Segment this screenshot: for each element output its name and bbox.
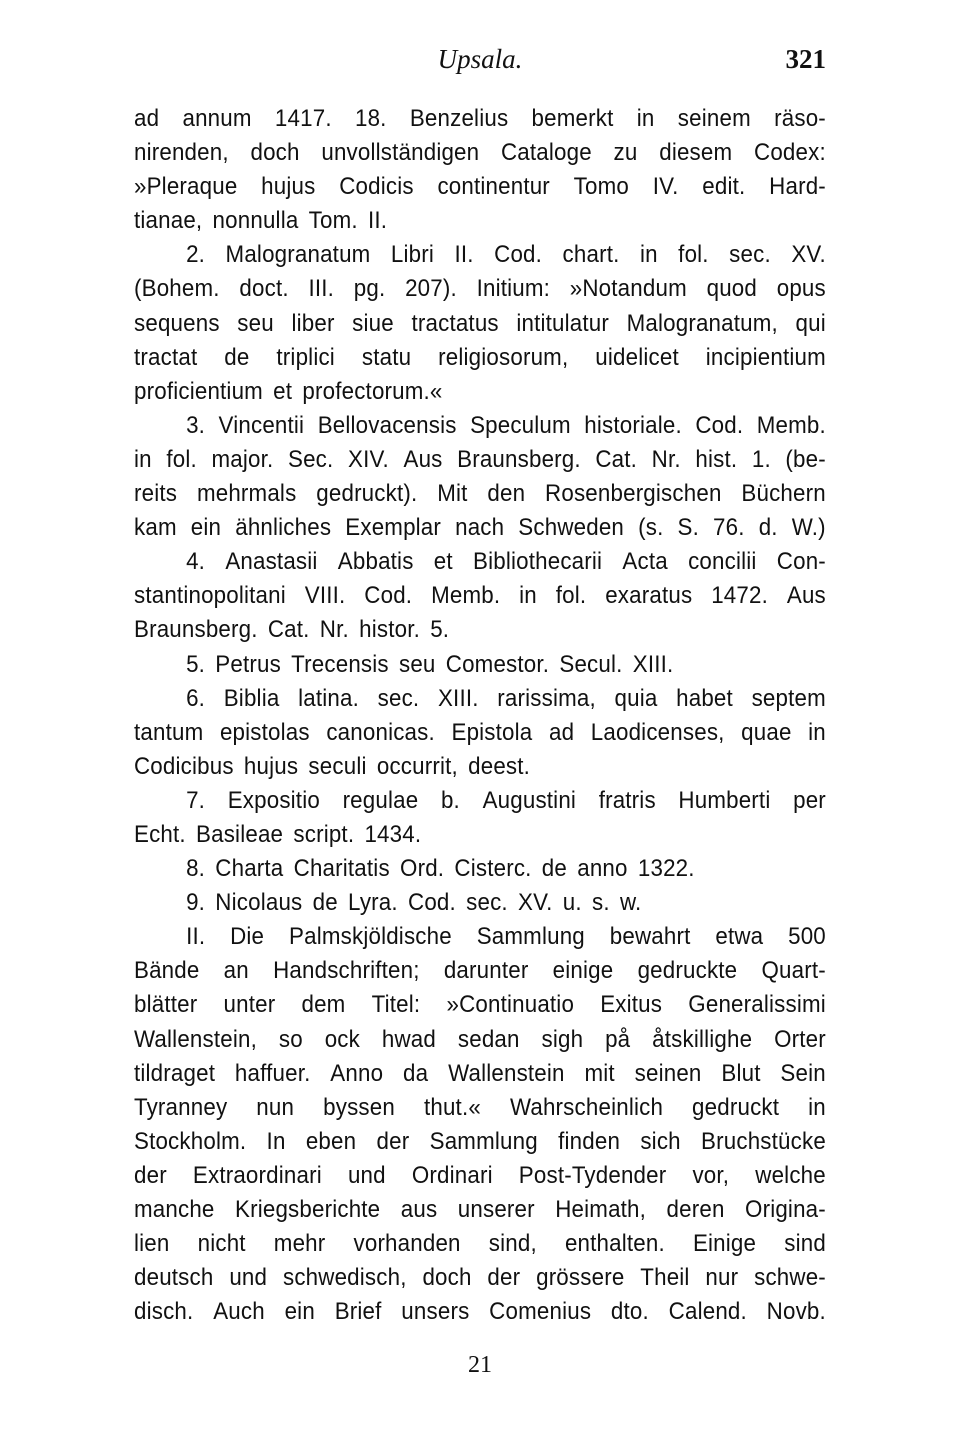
page-header [134,44,826,84]
text-line: 9. Nicolaus de Lyra. Cod. sec. XV. u. s. w. [186,889,642,917]
text-line: Braunsberg. Cat. Nr. histor. 5. [134,616,450,644]
text-line: stantinopolitani VIII. Cod. Memb. in fol. exaratus 1472. Aus [134,582,826,610]
text-line: sequens seu liber siue tractatus intitulatur Malogranatum, qui [134,309,826,337]
text-line: Stockholm. In eben der Sammlung finden sich Bruchstücke [134,1127,826,1155]
text-line: tianae, nonnulla Tom. II. [134,207,388,235]
text-line: 8. Charta Charitatis Ord. Cisterc. de anno 1322. [186,855,695,883]
text-line: proficientium et profectorum.« [134,377,443,405]
text-line: tildraget haffuer. Anno da Wallenstein mit seinen Blut Sein [134,1059,826,1087]
text-line: tantum epistolas canonicas. Epistola ad Laodicenses, quae in [134,718,826,746]
text-line: 3. Vincentii Bellovacensis Speculum historiale. Cod. Memb. [186,411,826,439]
text-line: kam ein ähnliches Exemplar nach Schweden (s. S. 76. d. W.) [134,514,826,542]
text-line: 4. Anastasii Abbatis et Bibliothecarii Acta concilii Con- [186,548,826,576]
text-line: lien nicht mehr vorhanden sind, enthalten. Einige sind [134,1230,826,1258]
text-line: reits mehrmals gedruckt). Mit den Rosenbergischen Büchern [134,480,826,508]
text-line: in fol. major. Sec. XIV. Aus Braunsberg. Cat. Nr. hist. 1. (be- [134,445,826,473]
text-line: (Bohem. doct. III. pg. 207). Initium: »Notandum quod opus [134,275,826,303]
body-text [134,102,826,1329]
text-line: 7. Expositio regulae b. Augustini fratris Humberti per [186,786,826,814]
text-line: der Extraordinari und Ordinari Post-Tydender vor, welche [134,1161,826,1189]
text-line: 5. Petrus Trecensis seu Comestor. Secul. XIII. [186,650,674,678]
signature-mark: 21 [468,1352,492,1378]
text-line: Codicibus hujus seculi occurrit, deest. [134,752,531,780]
text-line: II. Die Palmskjöldische Sammlung bewahrt etwa 500 [186,923,826,951]
running-title: Upsala. [437,44,523,74]
text-line: 6. Biblia latina. sec. XIII. rarissima, quia habet septem [186,684,826,712]
text-line: Bände an Handschriften; darunter einige gedruckte Quart- [134,957,826,985]
text-line: tractat de triplici statu religiosorum, uidelicet incipientium [134,343,826,371]
text-line: nirenden, doch unvollständigen Cataloge zu diesem Codex: [134,139,826,167]
text-line: deutsch und schwedisch, doch der grössere Theil nur schwe- [134,1264,826,1292]
text-line: »Pleraque hujus Codicis continentur Tomo IV. edit. Hard- [134,173,826,201]
text-line: Wallenstein, so ock hwad sedan sigh på åtskillighe Orter [134,1025,826,1053]
text-line: 2. Malogranatum Libri II. Cod. chart. in fol. sec. XV. [186,241,826,269]
page-number: 321 [785,44,826,74]
text-line: blätter unter dem Titel: »Continuatio Exitus Generalissimi [134,991,826,1019]
text-line: disch. Auch ein Brief unsers Comenius dto. Calend. Novb. [134,1298,826,1326]
text-line: manche Kriegsberichte aus unserer Heimath, deren Origina- [134,1196,826,1223]
text-line: ad annum 1417. 18. Benzelius bemerkt in seinem räso- [134,105,826,132]
text-line: Echt. Basileae script. 1434. [134,820,422,848]
text-line: Tyranney nun byssen thut.« Wahrscheinlich gedruckt in [134,1093,826,1121]
